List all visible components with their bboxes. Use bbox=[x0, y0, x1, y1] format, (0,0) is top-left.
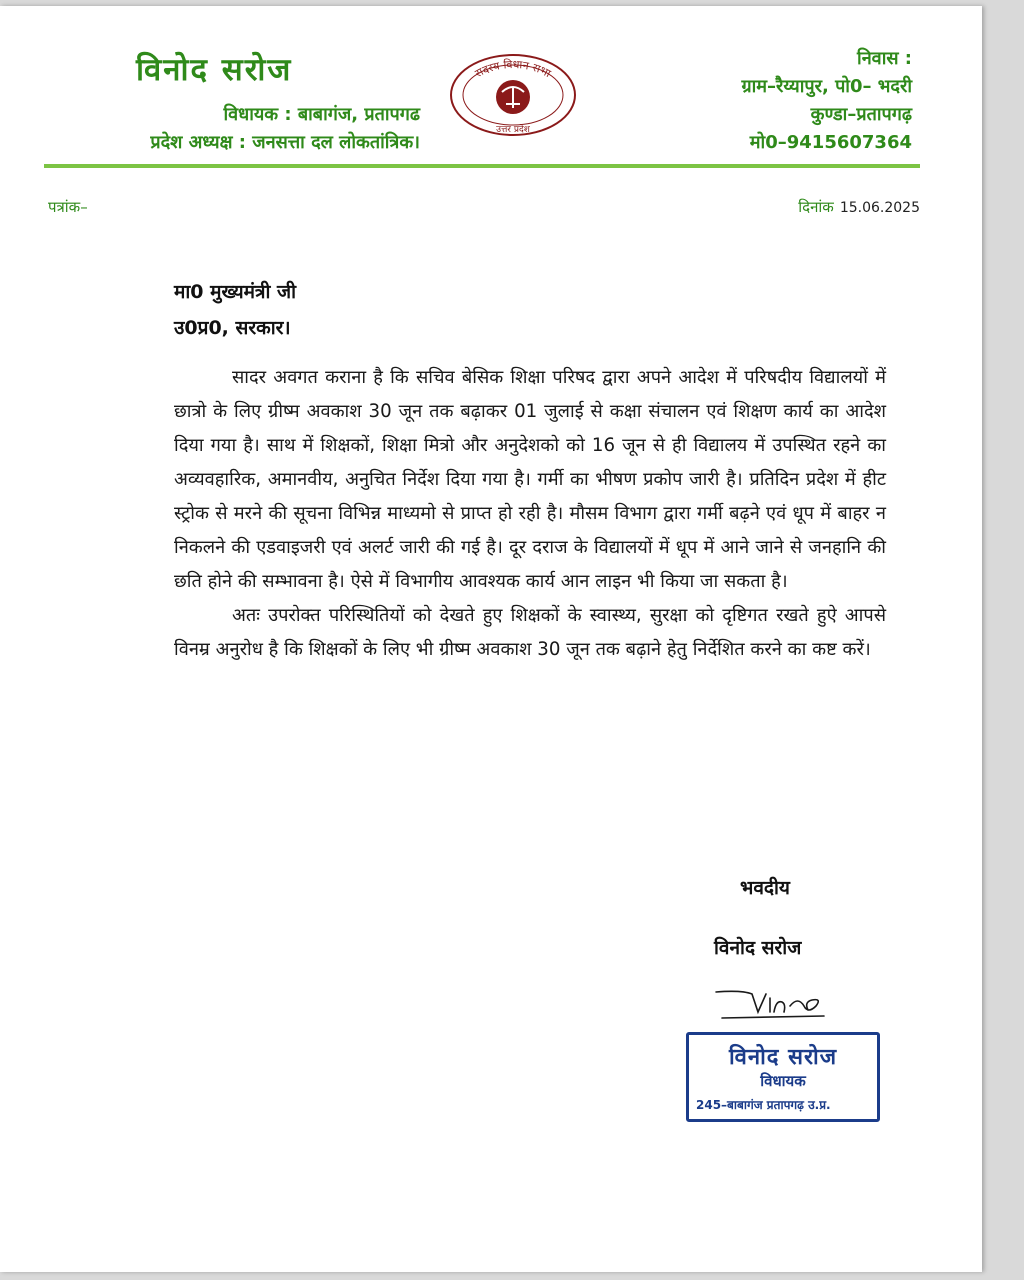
letter-body bbox=[174, 361, 886, 667]
addressee-line-2: उ0प्र0, सरकार। bbox=[174, 317, 291, 339]
body-paragraph-2: अतः उपरोक्त परिस्थितियों को देखते हुए शिक्षकों के स्वास्थ्य, सुरक्षा को दृष्टिगत रखते हुऐ आपसे विनम्र अनुरोध है कि शिक्षकों के लिए भी ग्रीष्म अवकाश 30 जून तक बढ़ाने हेतु निर्देशित करने का कष्ट करें। bbox=[174, 605, 886, 660]
svg-text:सदस्य विधान सभा bbox=[473, 58, 553, 80]
address-line-1: ग्राम–रैय्यापुर, पो0– भदरी bbox=[741, 76, 912, 97]
seal-bottom-text: उत्तर प्रदेश bbox=[496, 125, 530, 135]
date-field bbox=[798, 197, 920, 217]
handwritten-signature bbox=[712, 984, 832, 1024]
address-label: निवास : bbox=[857, 48, 912, 69]
date-label: दिनांक bbox=[798, 198, 834, 216]
stamp-footer: 245–बाबागंज प्रतापगढ़ उ.प्र. bbox=[696, 1098, 831, 1112]
address-phone: मो0–9415607364 bbox=[749, 132, 912, 153]
addressee-line-1: मा0 मुख्यमंत्री जी bbox=[174, 281, 297, 303]
sender-party-role: प्रदेश अध्यक्ष : जनसत्ता दल लोकतांत्रिक। bbox=[150, 132, 420, 153]
sender-designation: विधायक : बाबागंज, प्रतापगढ bbox=[223, 104, 420, 125]
sender-name: विनोद सरोज bbox=[136, 52, 293, 88]
closing-name: विनोद सरोज bbox=[714, 937, 802, 959]
vidhan-sabha-seal-icon bbox=[448, 52, 578, 138]
stamp-name: विनोद सरोज bbox=[728, 1045, 838, 1070]
header-divider bbox=[44, 164, 920, 168]
reference-number-label: पत्रांक– bbox=[48, 198, 88, 216]
closing-salutation: भवदीय bbox=[740, 877, 790, 899]
stamp-title: विधायक bbox=[760, 1072, 806, 1090]
seal-top-text: सदस्य विधान सभा bbox=[472, 57, 553, 81]
body-paragraph-1: सादर अवगत कराना है कि सचिव बेसिक शिक्षा परिषद द्वारा अपने आदेश में परिषदीय विद्यालयों में छात्रो के लिए ग्रीष्म अवकाश 30 जून तक बढ़ाकर 01 जुलाई से कक्षा संचालन एवं शिक्षण कार्य का आदेश दिया गया है। साथ में शिक्षकों, शिक्षा मित्रो और अनुदेशको को 16 जून से ही विद्यालय में उपस्थित रहने का अव्यवहारिक, अमानवीय, अनुचित निर्देश दिया गया है। गर्मी का भीषण प्रकोप जारी है। प्रतिदिन प्रदेश में हीट स्ट्रोक से मरने की सूचना विभिन्न माध्यमो से प्राप्त हो रही है। मौसम विभाग द्वारा गर्मी बढ़ने एवं धूप में बाहर न निकलने की एडवाइजरी एवं अलर्ट जारी की गई है। दूर दराज के विद्यालयों में धूप में आने जाने से जनहानि की छति होने की सम्भावना है। ऐसे में विभागीय आवश्यक कार्य आन लाइन भी किया जा सकता है। bbox=[174, 367, 886, 592]
address-line-2: कुण्डा–प्रतापगढ़ bbox=[810, 104, 912, 125]
letterhead-page bbox=[0, 6, 982, 1272]
date-value: 15.06.2025 bbox=[839, 200, 920, 216]
